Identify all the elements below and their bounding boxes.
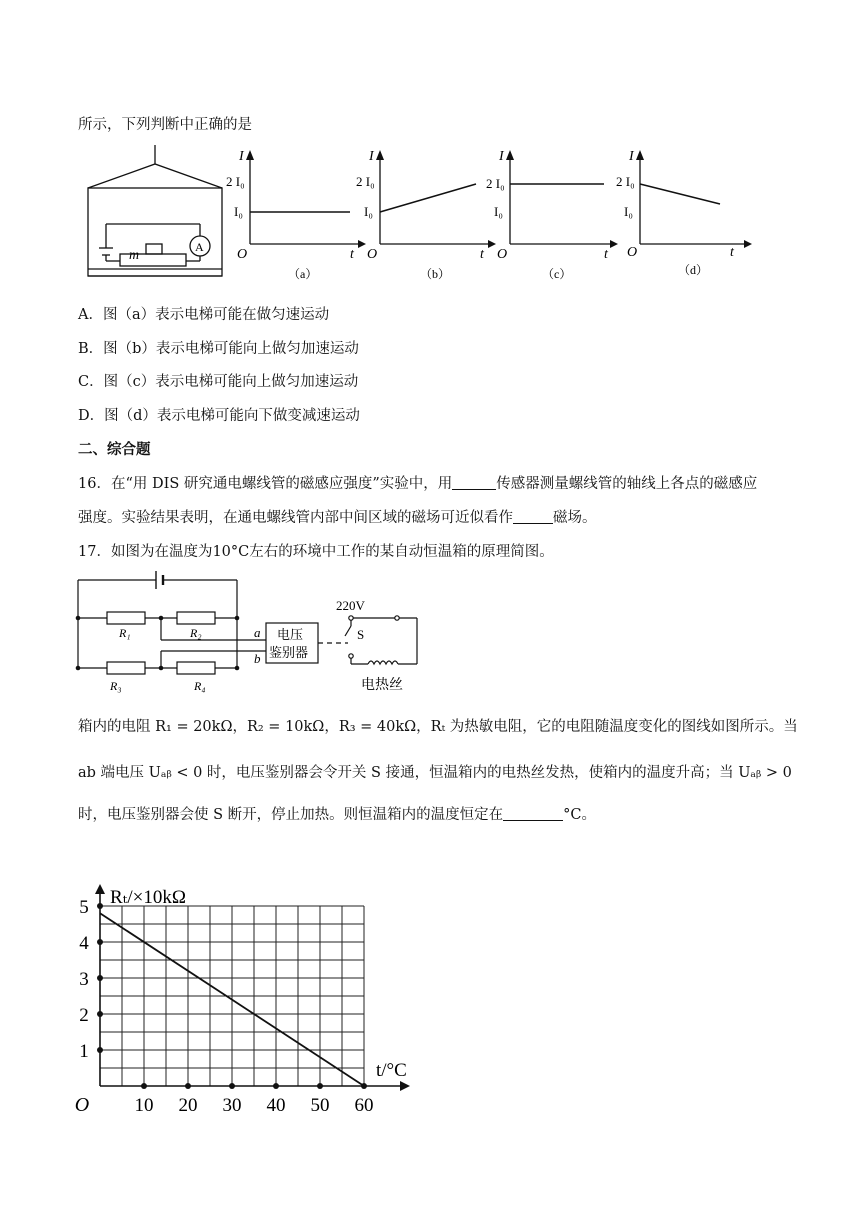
origin-label: O: [74, 1094, 90, 1116]
svg-text:鉴别器: 鉴别器: [269, 645, 309, 660]
question-16-line-1: 16．在“用 DIS 研究通电螺线管的磁感应强度”实验中，用 传感器测量螺线管的轴线上各点的磁感应: [78, 476, 758, 492]
heater-coil: [368, 661, 398, 664]
question-17-line-4: 时，电压鉴别器会使 S 断开，停止加热。则恒温箱内的温度恒定在 °C。: [78, 807, 597, 823]
mass-label: m: [129, 248, 140, 263]
x-axis-arrow: [400, 1081, 410, 1091]
x-tick-dot: [273, 1083, 279, 1089]
question-17-line-3: ab 端电压 Uₐᵦ < 0 时，电压鉴别器会令开关 S 接通，恒温箱内的电热丝发热，使箱内的温度升高；当 Uₐᵦ > 0: [78, 765, 792, 781]
x-tick-label: 10: [134, 1095, 154, 1116]
x-tick-dot: [229, 1083, 235, 1089]
svg-text:2 I₀: 2 I₀: [486, 176, 505, 191]
graph-a: [226, 149, 366, 281]
svg-text:O: O: [367, 247, 378, 262]
y-tick-label: 5: [79, 897, 89, 918]
svg-text:R₃: R₃: [110, 679, 122, 693]
graph-b: [356, 149, 496, 281]
x-tick-label: 40: [266, 1095, 286, 1116]
q17-circuit: [70, 568, 510, 698]
y-tick-dot: [97, 1011, 103, 1017]
q15-figure: [0, 140, 860, 290]
svg-text:2 I₀: 2 I₀: [356, 174, 375, 189]
svg-text:电热丝: 电热丝: [361, 678, 403, 693]
y-tick-label: 3: [79, 969, 89, 990]
y-tick-dot: [97, 903, 103, 909]
question-15-tail: 所示，下列判断中正确的是: [78, 117, 252, 133]
svg-text:t: t: [730, 245, 734, 260]
svg-text:S: S: [357, 627, 365, 642]
svg-text:R₄: R₄: [194, 679, 206, 693]
svg-text:I₀: I₀: [364, 204, 373, 219]
svg-text:b: b: [254, 651, 261, 666]
y-tick-dot: [97, 975, 103, 981]
svg-text:t: t: [604, 247, 608, 262]
x-tick-dot: [317, 1083, 323, 1089]
y-axis-arrow: [95, 884, 105, 894]
svg-text:I: I: [629, 149, 634, 164]
option-c: C．图（c）表示电梯可能向上做匀加速运动: [78, 374, 359, 390]
x-tick-dot: [185, 1083, 191, 1089]
x-tick-label: 30: [222, 1095, 242, 1116]
svg-text:t: t: [350, 247, 354, 262]
y-tick-label: 4: [79, 933, 89, 954]
x-tick-label: 60: [354, 1095, 374, 1116]
graph-b-line: [380, 184, 476, 212]
y-tick-dot: [97, 939, 103, 945]
graph-c: [486, 149, 618, 281]
svg-text:I: I: [369, 149, 374, 164]
elevator-diagram: [88, 145, 222, 276]
answer-blank-3[interactable]: [503, 806, 563, 821]
svg-text:O: O: [627, 245, 638, 260]
svg-text:R₁: R₁: [119, 626, 131, 640]
graph-d: [616, 149, 752, 277]
resistor-r4: [177, 662, 215, 674]
svg-text:2 I₀: 2 I₀: [226, 174, 245, 189]
svg-text:t: t: [480, 247, 484, 262]
resistor-r2: [177, 612, 215, 624]
x-tick-dot: [141, 1083, 147, 1089]
svg-text:I: I: [239, 149, 244, 164]
option-b: B．图（b）表示电梯可能向上做匀加速运动: [78, 341, 359, 357]
svg-text:O: O: [497, 247, 508, 262]
y-axis-label: Rₜ/×10kΩ: [110, 887, 186, 908]
option-a: A．图（a）表示电梯可能在做匀速运动: [78, 307, 330, 323]
y-tick-dot: [97, 1047, 103, 1053]
answer-blank-1[interactable]: [452, 475, 496, 490]
svg-text:电压: 电压: [277, 627, 304, 642]
ammeter-label: A: [195, 240, 204, 254]
svg-text:O: O: [237, 247, 248, 262]
answer-blank-2[interactable]: [513, 509, 553, 524]
x-tick-label: 50: [310, 1095, 330, 1116]
y-tick-label: 1: [79, 1041, 89, 1062]
svg-text:（c）: （c）: [542, 267, 572, 281]
question-17-line-1: 17．如图为在温度为10°C左右的环境中工作的某自动恒温箱的原理简图。: [78, 544, 554, 560]
switch-s: [345, 626, 351, 636]
svg-text:R₂: R₂: [190, 626, 202, 640]
section-title: 二、综合题: [78, 441, 151, 458]
rt-temperature-chart: [70, 828, 450, 1118]
resistor-r3: [107, 662, 145, 674]
x-tick-label: 20: [178, 1095, 198, 1116]
graph-d-line: [640, 184, 720, 204]
option-d: D．图（d）表示电梯可能向下做变减速运动: [78, 408, 360, 424]
svg-text:I₀: I₀: [624, 204, 633, 219]
svg-text:220V: 220V: [336, 598, 365, 613]
y-tick-label: 2: [79, 1005, 89, 1026]
svg-text:a: a: [254, 625, 261, 640]
x-axis-label: t/°C: [376, 1060, 407, 1081]
question-16-line-2: 强度。实验结果表明，在通电螺线管内部中间区域的磁场可近似看作 磁场。: [78, 510, 597, 526]
svg-text:（a）: （a）: [288, 267, 318, 281]
svg-text:2 I₀: 2 I₀: [616, 174, 635, 189]
resistor-r1: [107, 612, 145, 624]
svg-text:I₀: I₀: [234, 204, 243, 219]
svg-text:I₀: I₀: [494, 204, 503, 219]
question-17-line-2: 箱内的电阻 R₁ = 20kΩ，R₂ = 10kΩ，R₃ = 40kΩ，Rₜ 为热敏电阻，它的电阻随温度变化的图线如图所示。当: [78, 719, 798, 735]
svg-text:（d）: （d）: [678, 263, 709, 277]
svg-text:I: I: [499, 149, 504, 164]
svg-text:（b）: （b）: [420, 267, 451, 281]
